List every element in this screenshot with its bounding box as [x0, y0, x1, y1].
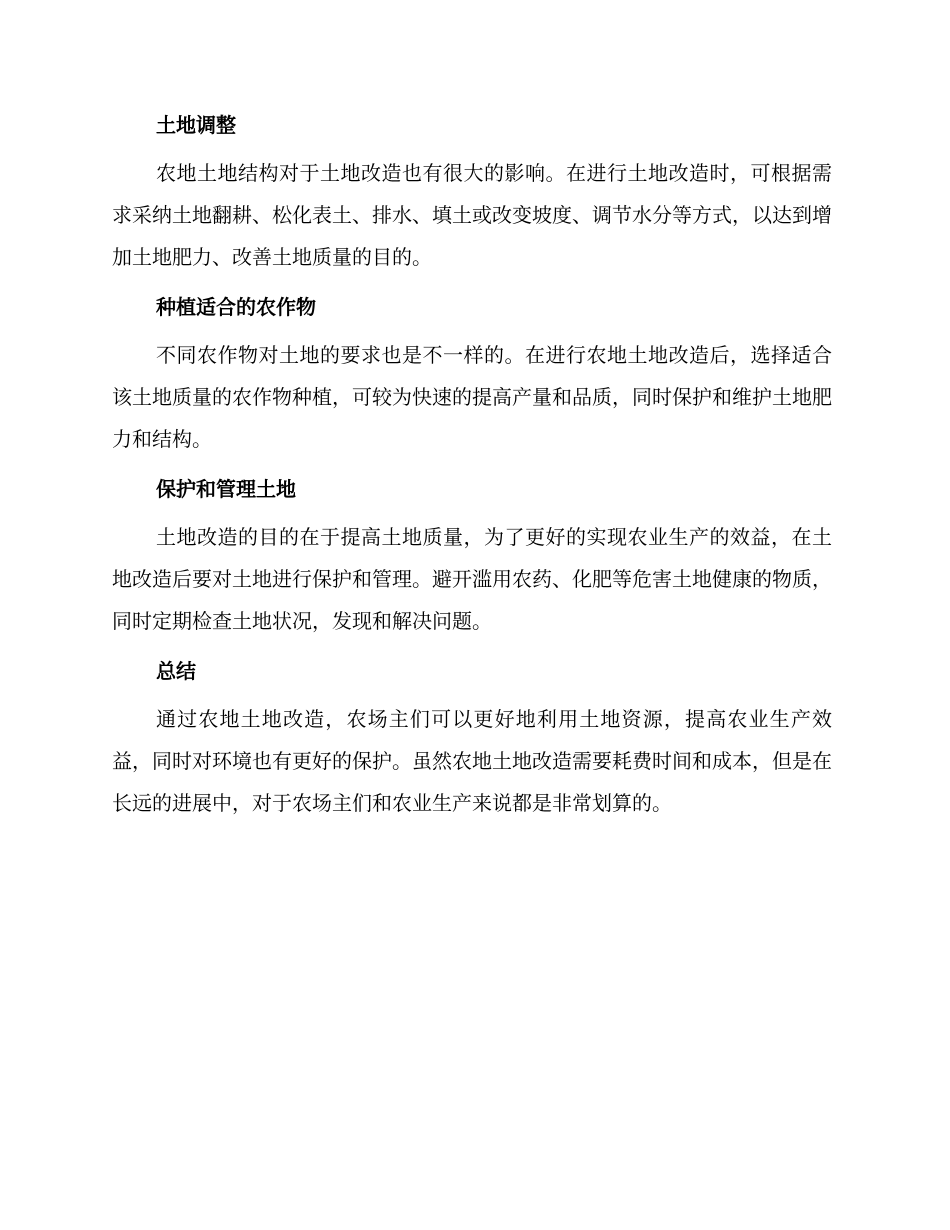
section-paragraph: 土地改造的目的在于提高土地质量，为了更好的实现农业生产的效益，在土地改造后要对土地进行保护和管理。避开滥用农药、化肥等危害土地健康的物质，同时定期检查土地状况，发现和解决问题。	[112, 525, 832, 633]
section-paragraph: 通过农地土地改造，农场主们可以更好地利用土地资源，提高农业生产效益，同时对环境也有更好的保护。虽然农地土地改造需要耗费时间和成本，但是在长远的进展中，对于农场主们和农业生产来说都是非常划算的。	[112, 707, 832, 815]
section-land-protection	[112, 474, 832, 642]
section-suitable-crops	[112, 292, 832, 460]
section-heading: 保护和管理土地	[156, 477, 296, 501]
section-paragraph: 不同农作物对土地的要求也是不一样的。在进行农地土地改造后，选择适合该土地质量的农作物种植，可较为快速的提高产量和品质，同时保护和维护土地肥力和结构。	[112, 343, 832, 451]
section-summary	[112, 656, 832, 824]
section-heading: 总结	[156, 659, 196, 683]
section-paragraph: 农地土地结构对于土地改造也有很大的影响。在进行土地改造时，可根据需求采纳土地翻耕、松化表土、排水、填土或改变坡度、调节水分等方式，以达到增加土地肥力、改善土地质量的目的。	[112, 161, 832, 269]
section-heading: 土地调整	[156, 113, 236, 137]
section-land-adjustment	[112, 110, 832, 278]
section-heading: 种植适合的农作物	[156, 295, 316, 319]
